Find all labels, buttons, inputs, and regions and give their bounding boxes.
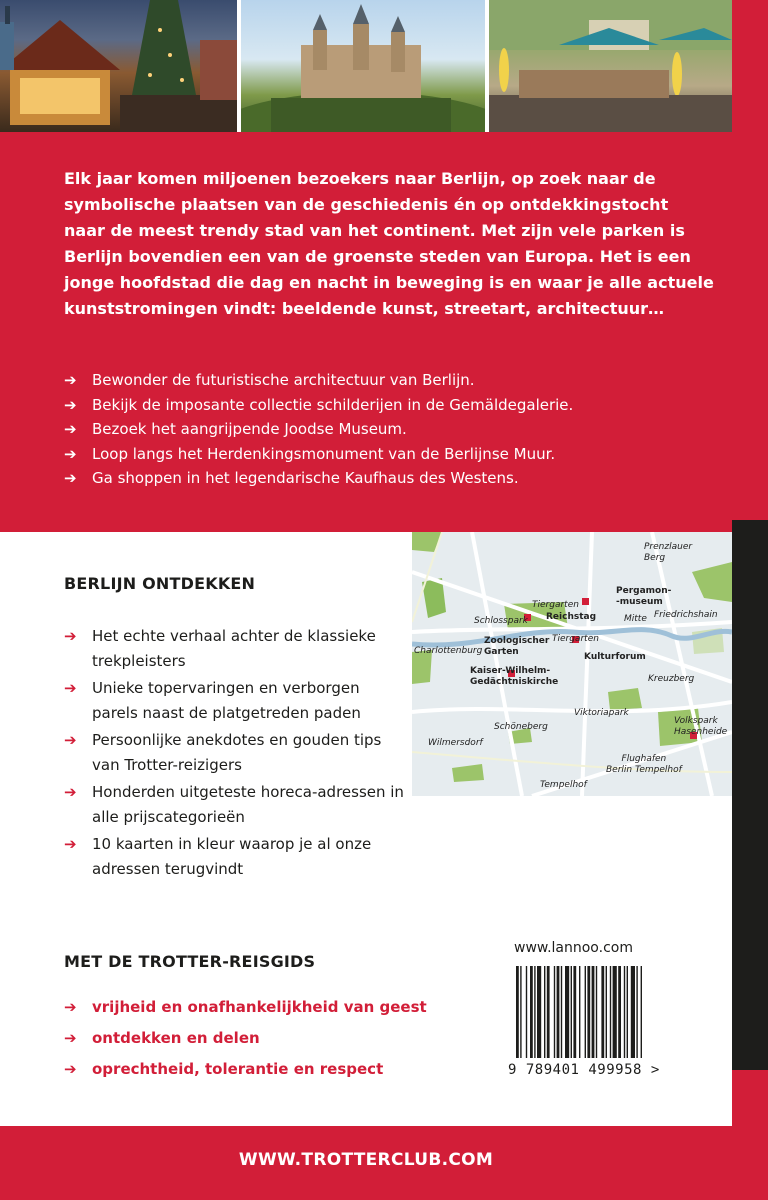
trotter-list (64, 992, 484, 1085)
list-item: ➔ Loop langs het Herdenkingsmonument van de Berlijnse Muur. (64, 442, 714, 467)
barcode-bars (508, 966, 700, 1060)
arrow-icon: ➔ (64, 835, 77, 853)
barcode-bar (610, 966, 611, 1058)
footer-band (0, 1126, 732, 1200)
berlin-map (412, 532, 732, 796)
list-item: ➔ Ga shoppen in het legendarische Kaufhaus des Westens. (64, 466, 714, 491)
barcode-bar (579, 966, 580, 1058)
arrow-icon: ➔ (64, 371, 77, 389)
list-item: ➔ Bewonder de futuristische architectuur van Berlijn. (64, 368, 714, 393)
map-label: Wilmersdorf (428, 738, 483, 748)
barcode-bar (606, 966, 607, 1058)
barcode (508, 966, 700, 1084)
map-label: Mitte (624, 614, 647, 624)
arrow-icon: ➔ (64, 731, 77, 749)
barcode-bar (516, 966, 519, 1058)
map-label: Charlottenburg (414, 646, 483, 656)
map-label: Zoologischer Garten (484, 636, 550, 657)
spine-red-bottom (732, 1070, 768, 1200)
barcode-bar (573, 966, 576, 1058)
list-item: ➔ Bekijk de imposante collectie schilderijen in de Gemäldegalerie. (64, 393, 714, 418)
barcode-bar (565, 966, 569, 1058)
list-item: ➔ Honderden uitgeteste horeca-adressen in alle prijscategorieën (64, 780, 404, 830)
publisher-website: www.lannoo.com (514, 940, 633, 956)
arrow-icon: ➔ (64, 679, 77, 697)
map-label: Pergamon- -museum (616, 586, 672, 607)
spine-red-top (732, 0, 768, 520)
list-item: ➔ 10 kaarten in kleur waarop je al onze adressen terugvindt (64, 832, 404, 882)
barcode-bar (624, 966, 625, 1058)
arrow-icon: ➔ (64, 420, 77, 438)
list-item: ➔ oprechtheid, tolerantie en respect (64, 1054, 484, 1085)
barcode-bar (636, 966, 637, 1058)
barcode-bar (520, 966, 521, 1058)
map-label: Kreuzberg (648, 674, 695, 684)
isbn-number: 9 789401 499958 > (508, 1062, 660, 1078)
map-label: Kaiser-Wilhelm- Gedächtniskirche (470, 666, 559, 687)
arrow-icon: ➔ (64, 627, 77, 645)
photo-strip (0, 0, 732, 132)
photo-christmas-market (0, 0, 237, 132)
arrow-icon: ➔ (64, 444, 77, 463)
map-label: Tiergarten (532, 600, 579, 610)
arrow-icon: ➔ (64, 998, 77, 1016)
map-graphic (412, 532, 732, 796)
barcode-bar (526, 966, 527, 1058)
intro-panel (0, 132, 732, 532)
barcode-bar (587, 966, 590, 1058)
list-item: ➔ Bezoek het aangrijpende Joodse Museum. (64, 417, 714, 442)
barcode-bar (613, 966, 617, 1058)
barcode-bar (547, 966, 550, 1058)
ontdekken-list (64, 624, 404, 884)
barcode-bar (534, 966, 535, 1058)
list-item: ➔ Het echte verhaal achter de klassieke trekpleisters (64, 624, 404, 674)
barcode-bar (544, 966, 545, 1058)
arrow-icon: ➔ (64, 1060, 77, 1078)
barcode-bar (557, 966, 560, 1058)
barcode-bar (554, 966, 555, 1058)
section-title-ontdekken: BERLIJN ONTDEKKEN (64, 574, 256, 593)
arrow-icon: ➔ (64, 395, 77, 414)
map-label: Prenzlauer Berg (644, 542, 693, 563)
map-label: Tiergarten (552, 634, 599, 644)
barcode-bar (530, 966, 533, 1058)
map-label: Reichstag (546, 612, 597, 622)
barcode-bar (592, 966, 595, 1058)
list-item: ➔ Persoonlijke anekdotes en gouden tips van Trotter-reizigers (64, 728, 404, 778)
section-title-trotter: MET DE TROTTER-REISGIDS (64, 952, 316, 971)
photo-beer-garden (489, 0, 732, 132)
list-item: ➔ ontdekken en delen (64, 1023, 484, 1054)
barcode-bar (631, 966, 635, 1058)
map-label: Viktoriapark (574, 708, 629, 718)
intro-paragraph: Elk jaar komen miljoenen bezoekers naar Berlijn, op zoek naar de symbolische plaatsen van de geschiedenis én op ontdekkingstocht naar de meest trendy stad van het continent. Met zijn vele parken is Berlijn bovendien een van de groenste steden van Europa. Het is een jonge hoofdstad die dag en nacht in beweging is en waar je alle actuele kunststromingen vindt: beeldende kunst, streetart, architectuur… (64, 169, 714, 318)
map-label: Friedrichshain (654, 610, 718, 620)
intro-highlights (64, 368, 714, 491)
map-label: Flughafen Berlin Tempelhof (606, 754, 682, 775)
map-label: Tempelhof (540, 780, 587, 790)
arrow-icon: ➔ (64, 1029, 77, 1047)
barcode-bar (571, 966, 572, 1058)
barcode-bar (618, 966, 621, 1058)
arrow-icon: ➔ (64, 783, 77, 801)
map-label: Schlosspark (474, 616, 528, 626)
barcode-bar (585, 966, 586, 1058)
map-label: Volkspark Hasenheide (674, 716, 728, 737)
barcode-bar (561, 966, 562, 1058)
barcode-bar (596, 966, 597, 1058)
barcode-bar (641, 966, 642, 1058)
barcode-bar (627, 966, 628, 1058)
barcode-bar (537, 966, 541, 1058)
main-panel (0, 532, 732, 1126)
list-item: ➔ Unieke topervaringen en verborgen parels naast de platgetreden paden (64, 676, 404, 726)
barcode-bar (601, 966, 604, 1058)
map-label: Schöneberg (494, 722, 548, 732)
photo-hohenzollern-castle (241, 0, 485, 132)
footer-website: WWW.TROTTERCLUB.COM (238, 1150, 494, 1170)
list-item: ➔ vrijheid en onafhankelijkheid van geest (64, 992, 484, 1023)
map-label: Kulturforum (584, 652, 646, 662)
arrow-icon: ➔ (64, 469, 77, 487)
